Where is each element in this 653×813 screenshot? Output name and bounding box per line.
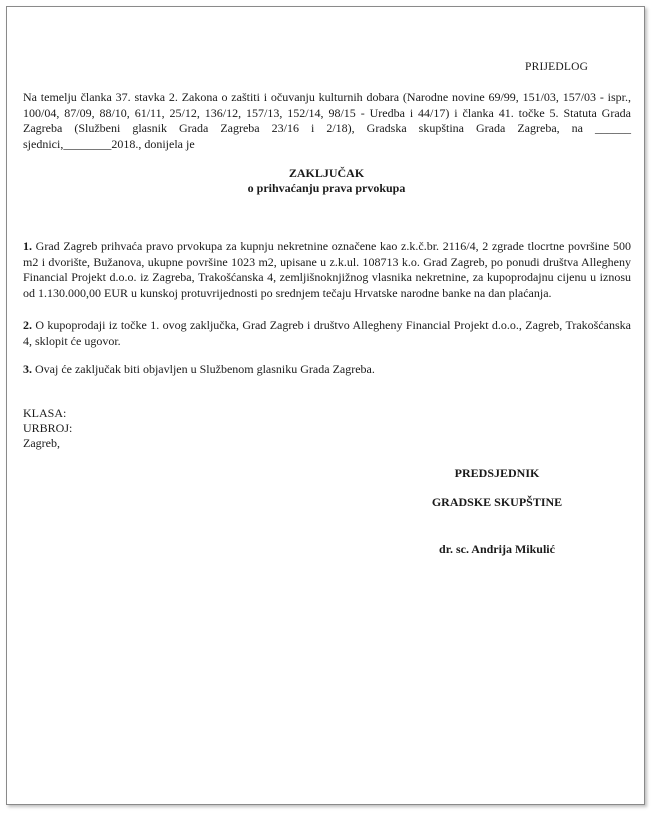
item-3 [23, 362, 631, 378]
signature-role-line1: PREDSJEDNIK [454, 466, 540, 480]
signature-name: dr. sc. Andrija Mikulić [439, 542, 555, 556]
document-subtitle: o prihvaćanju prava prvokupa [247, 181, 406, 195]
urbroj-field: URBROJ: [23, 421, 73, 435]
item-2-text: O kupoprodaji iz točke 1. ovog zaključka, Grad Zagreb i društvo Allegheny Financial Projekt d.o.o., Zagreb, Trakošćanska 4, sklopit će ugovor. [23, 318, 631, 348]
item-3-text: Ovaj će zaključak biti objavljen u Službenom glasniku Grada Zagreba. [32, 362, 375, 376]
document-title: ZAKLJUČAK [288, 166, 365, 180]
intro-paragraph: Na temelju članka 37. stavka 2. Zakona o zaštiti i očuvanju kulturnih dobara (Narodne novine 69/99, 151/03, 157/03 - ispr., 100/04, 87/09, 88/10, 61/11, 25/12, 136/12, 157/13, 152/14, 98/15 - Uredba i 44/17) i članka 41. točke 5. Statuta Grada Zagreba (Službeni glasnik Grada Zagreba 23/16 i 2/18), Gradska skupština Grada Zagreba, na ______ sjednici,________2018., donijela je [23, 90, 631, 151]
document-label: PRIJEDLOG [525, 61, 589, 73]
klasa-field: KLASA: [23, 406, 67, 420]
item-3-number: 3. [23, 362, 32, 376]
item-2-number: 2. [23, 318, 32, 332]
item-2 [23, 318, 631, 349]
item-1 [23, 239, 631, 301]
signature-role-line2: GRADSKE SKUPŠTINE [431, 495, 563, 509]
place-field: Zagreb, [23, 436, 60, 450]
item-1-number: 1. [23, 239, 32, 253]
item-1-text: Grad Zagreb prihvaća pravo prvokupa za kupnju nekretnine označene kao z.k.č.br. 2116/4, 2 zgrade tlocrtne površine 500 m2 i dvorište, Bužanova, ukupne površine 1023 m2, upisane u z.k.ul. 108713 k.o. Grad Zagreb, po ponudi društva Allegheny Financial Projekt d.o.o. iz Zagreba, Trakošćanska 4, zemljišnoknjižnog vlasnika nekretnine, za kupoprodajnu cijenu u iznosu od 1.130.000,00 EUR u kunskoj protuvrijednosti po srednjem tečaju Hrvatske narodne banke na dan plaćanja. [23, 239, 631, 300]
